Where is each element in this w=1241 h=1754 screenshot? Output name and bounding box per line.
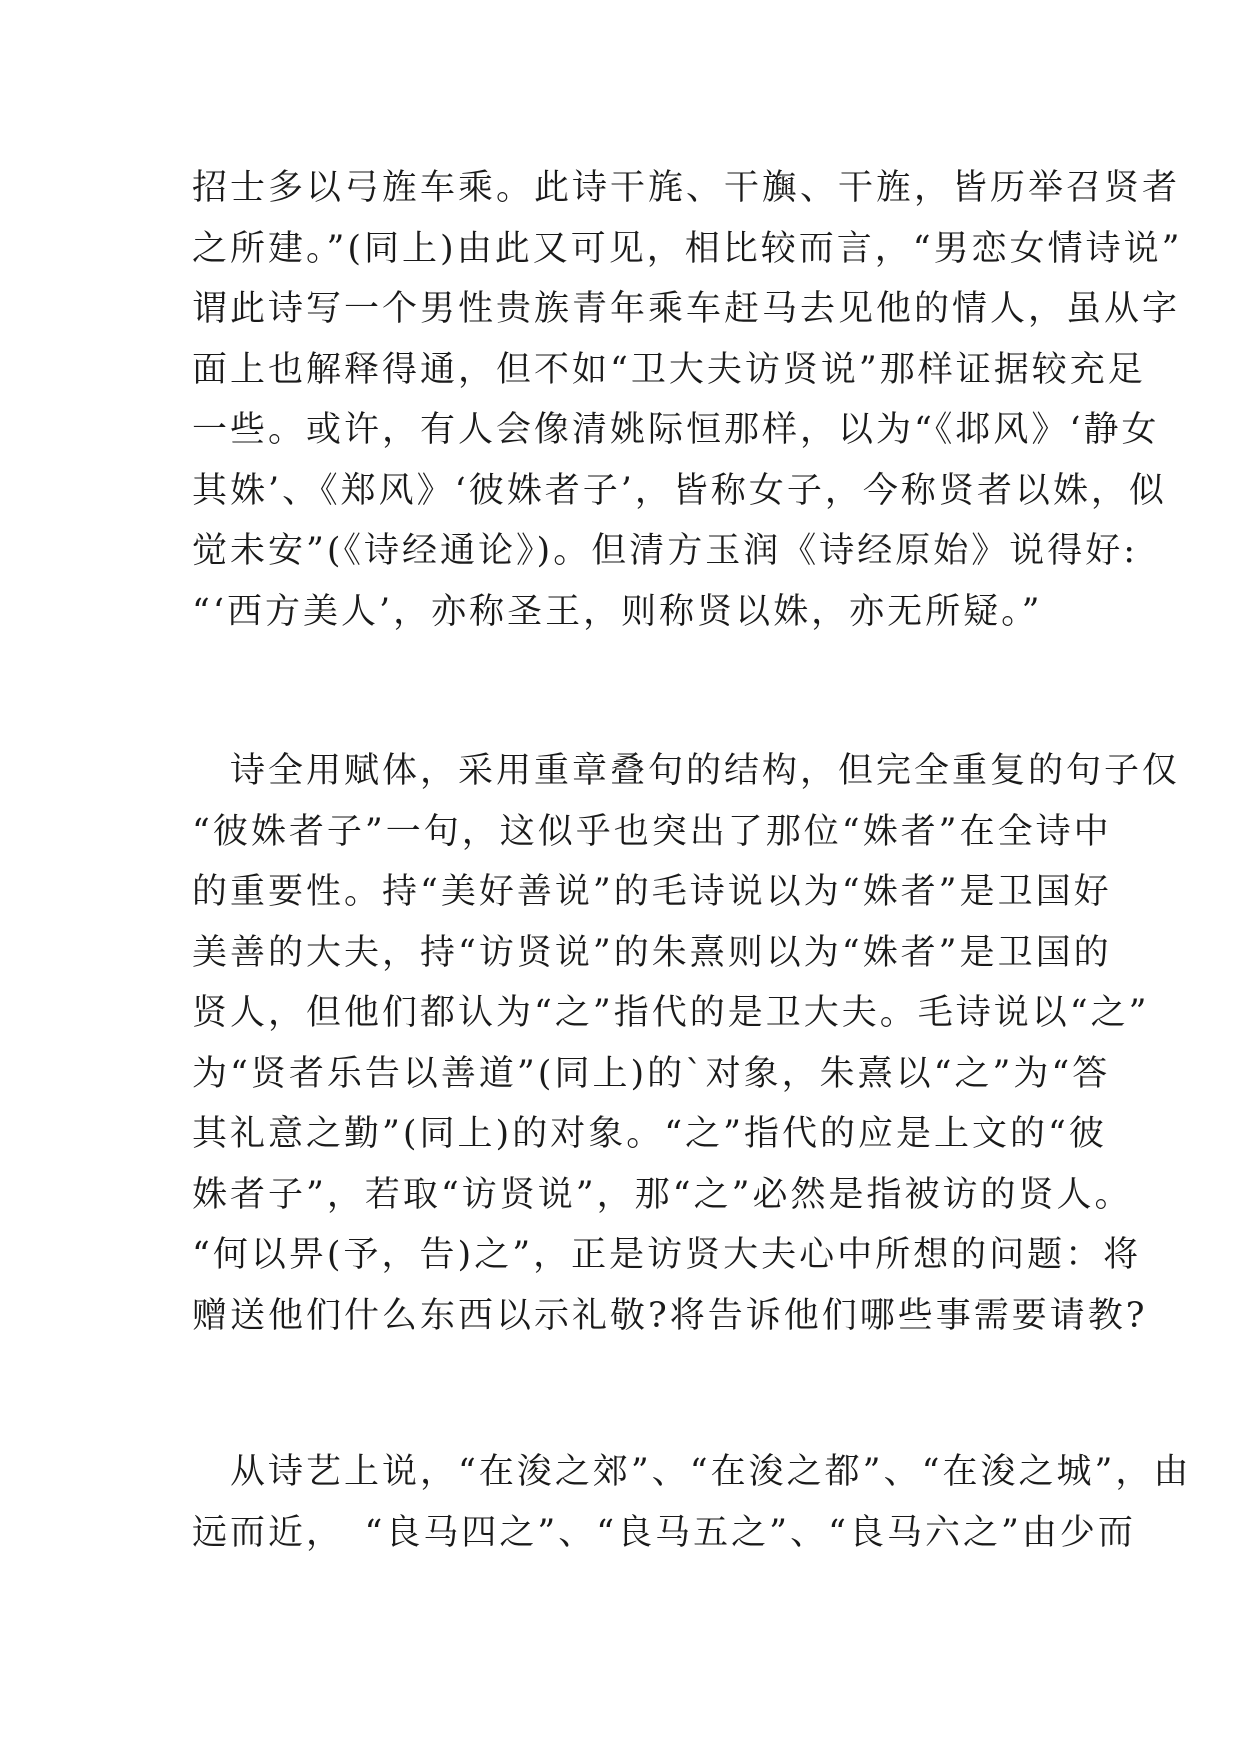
text-line: 姝者子”，若取“访贤说”，那“之”必然是指被访的贤人。 <box>192 1174 1133 1215</box>
text-line: 为“贤者乐告以善道”(同上)的`对象，朱熹以“之”为“答 <box>192 1053 1111 1094</box>
text-line: 谓此诗写一个男性贵族青年乘车赶马去见他的情人，虽从字 <box>192 289 1181 329</box>
text-line: 其礼意之勤”(同上)的对象。“之”指代的应是上文的“彼 <box>192 1114 1107 1154</box>
text-line: “‘西方美人’，亦称圣王，则称贤以姝，亦无所疑。” <box>192 591 1043 632</box>
text-line: 远而近， “良马四之”、“良马五之”、“良马六之”由少而 <box>192 1512 1136 1553</box>
text-line: 从诗艺上说，“在浚之郊”、“在浚之都”、“在浚之城”，由 <box>192 1452 1192 1492</box>
text-line: 贤人，但他们都认为“之”指代的是卫大夫。毛诗说以“之” <box>192 993 1150 1033</box>
text-line: 美善的大夫，持“访贤说”的朱熹则以为“姝者”是卫国的 <box>192 932 1112 973</box>
text-line: 其姝’、《郑风》‘彼姝者子’，皆称女子，今称贤者以姝，似 <box>192 470 1167 511</box>
text-line: “彼姝者子”一句，这似乎也突出了那位“姝者”在全诗中 <box>192 811 1112 852</box>
text-line: 觉未安”(《诗经通论》)。但清方玉润《诗经原始》说得好: <box>192 531 1138 571</box>
text-line: 一些。或许，有人会像清姚际恒那样，以为“《邶风》‘静女 <box>192 410 1160 450</box>
paragraph-2 <box>192 741 1181 1346</box>
paragraph-1 <box>192 158 1183 642</box>
text-line: 之所建。”(同上)由此又可见，相比较而言，“男恋女情诗说” <box>192 228 1183 269</box>
text-line: 的重要性。持“美好善说”的毛诗说以为“姝者”是卫国好 <box>192 872 1112 912</box>
text-line: 诗全用赋体，采用重章叠句的结构，但完全重复的句子仅 <box>192 751 1181 791</box>
text-line: “何以畀(予，告)之”，正是访贤大夫心中所想的问题：将 <box>192 1235 1142 1275</box>
text-line: 面上也解释得通，但不如“卫大夫访贤说”那样证据较充足 <box>192 349 1146 390</box>
text-line: 招士多以弓旌车乘。此诗干旄、干旟、干旌，皆历举召贤者 <box>192 168 1181 208</box>
paragraph-3 <box>192 1442 1192 1563</box>
text-line: 赠送他们什么东西以示礼敬?将告诉他们哪些事需要请教? <box>192 1295 1148 1336</box>
